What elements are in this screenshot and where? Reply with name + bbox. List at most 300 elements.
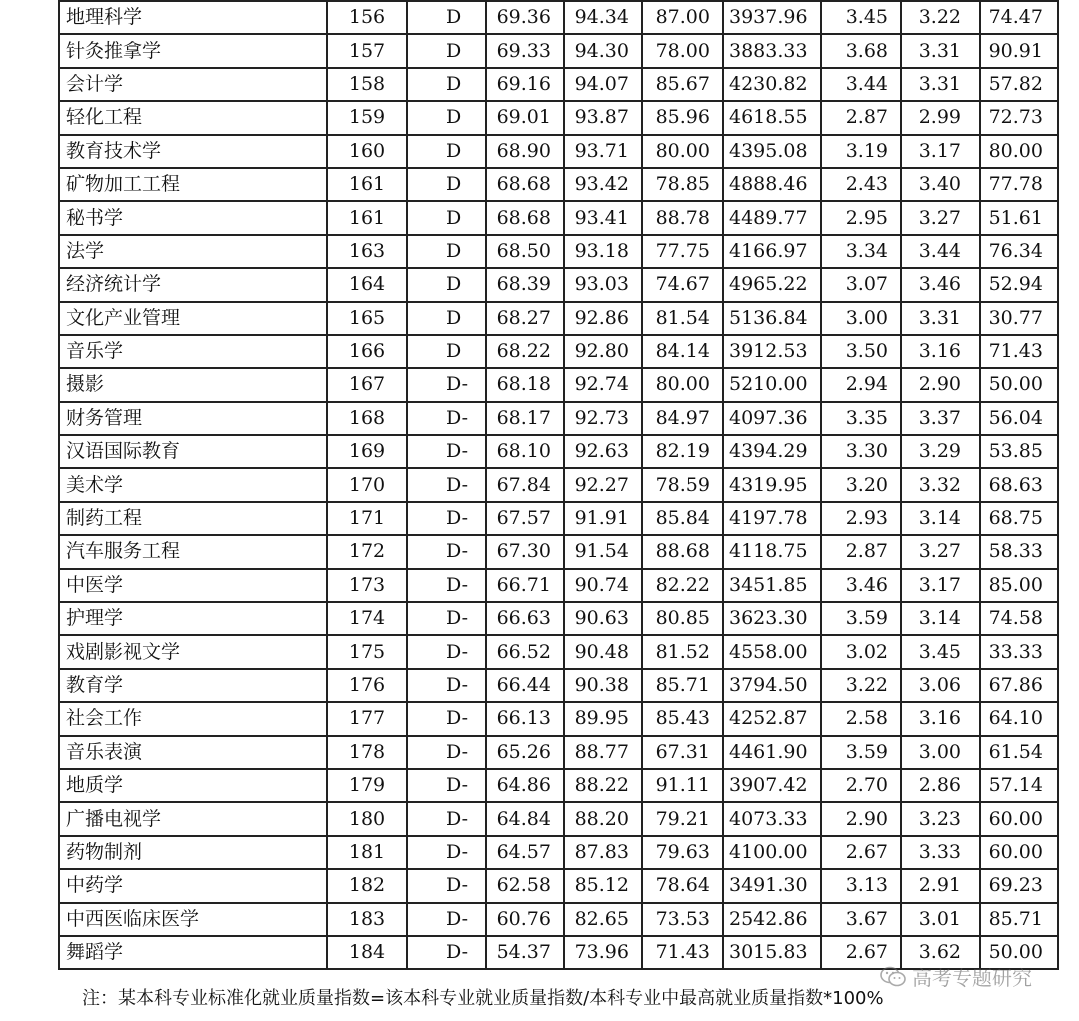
satisfaction-cell: 78.59 xyxy=(642,468,723,501)
salary-cell: 5210.00 xyxy=(723,368,821,401)
satisfaction-cell: 80.00 xyxy=(642,368,723,401)
rating-a-cell: 3.20 xyxy=(821,468,901,501)
rating-b-cell: 2.86 xyxy=(901,769,980,802)
rating-b-cell: 3.22 xyxy=(901,1,980,34)
standardized-index-cell: 93.42 xyxy=(564,168,642,201)
score-cell: 66.44 xyxy=(486,669,564,702)
standardized-index-cell: 94.34 xyxy=(564,1,642,34)
standardized-index-cell: 88.20 xyxy=(564,802,642,835)
rating-b-cell: 3.40 xyxy=(901,168,980,201)
major-name-cell: 秘书学 xyxy=(59,201,327,234)
grade-cell: D- xyxy=(407,635,486,668)
score-cell: 65.26 xyxy=(486,736,564,769)
major-name-cell: 会计学 xyxy=(59,68,327,101)
satisfaction-cell: 81.54 xyxy=(642,302,723,335)
rating-a-cell: 3.19 xyxy=(821,135,901,168)
rating-a-cell: 3.34 xyxy=(821,235,901,268)
watermark xyxy=(880,962,1032,991)
salary-cell: 4618.55 xyxy=(723,101,821,134)
major-name-cell: 中西医临床医学 xyxy=(59,903,327,936)
table-row xyxy=(59,235,1058,268)
standardized-index-cell: 82.65 xyxy=(564,903,642,936)
salary-cell: 3912.53 xyxy=(723,335,821,368)
grade-cell: D xyxy=(407,68,486,101)
standardized-index-cell: 92.80 xyxy=(564,335,642,368)
rating-a-cell: 2.43 xyxy=(821,168,901,201)
score-cell: 60.76 xyxy=(486,903,564,936)
salary-cell: 3623.30 xyxy=(723,602,821,635)
satisfaction-cell: 85.43 xyxy=(642,702,723,735)
major-name-cell: 地质学 xyxy=(59,769,327,802)
footnote: 注：某本科专业标准化就业质量指数=该本科专业就业质量指数/本科专业中最高就业质量指数*100% xyxy=(82,988,884,1009)
salary-cell: 4888.46 xyxy=(723,168,821,201)
percentage-cell: 33.33 xyxy=(980,635,1058,668)
salary-cell: 4197.78 xyxy=(723,502,821,535)
satisfaction-cell: 85.96 xyxy=(642,101,723,134)
satisfaction-cell: 71.43 xyxy=(642,936,723,969)
salary-cell: 4166.97 xyxy=(723,235,821,268)
rank-cell: 165 xyxy=(327,302,407,335)
standardized-index-cell: 87.83 xyxy=(564,836,642,869)
score-cell: 62.58 xyxy=(486,869,564,902)
table-row xyxy=(59,602,1058,635)
rating-b-cell: 3.33 xyxy=(901,836,980,869)
major-name-cell: 针灸推拿学 xyxy=(59,34,327,67)
rating-b-cell: 3.27 xyxy=(901,535,980,568)
rank-cell: 167 xyxy=(327,368,407,401)
satisfaction-cell: 88.78 xyxy=(642,201,723,234)
salary-cell: 4394.29 xyxy=(723,435,821,468)
score-cell: 66.52 xyxy=(486,635,564,668)
rating-a-cell: 2.70 xyxy=(821,769,901,802)
rating-b-cell: 3.29 xyxy=(901,435,980,468)
table-row xyxy=(59,201,1058,234)
rating-a-cell: 2.67 xyxy=(821,936,901,969)
percentage-cell: 60.00 xyxy=(980,802,1058,835)
rank-cell: 160 xyxy=(327,135,407,168)
salary-cell: 4073.33 xyxy=(723,802,821,835)
percentage-cell: 60.00 xyxy=(980,836,1058,869)
salary-cell: 3907.42 xyxy=(723,769,821,802)
rating-a-cell: 3.13 xyxy=(821,869,901,902)
rating-b-cell: 3.37 xyxy=(901,402,980,435)
score-cell: 54.37 xyxy=(486,936,564,969)
grade-cell: D- xyxy=(407,836,486,869)
rating-a-cell: 3.00 xyxy=(821,302,901,335)
rating-b-cell: 3.32 xyxy=(901,468,980,501)
table-row xyxy=(59,135,1058,168)
grade-cell: D- xyxy=(407,502,486,535)
percentage-cell: 30.77 xyxy=(980,302,1058,335)
salary-cell: 2542.86 xyxy=(723,903,821,936)
satisfaction-cell: 80.85 xyxy=(642,602,723,635)
rating-a-cell: 2.95 xyxy=(821,201,901,234)
percentage-cell: 56.04 xyxy=(980,402,1058,435)
grade-cell: D- xyxy=(407,903,486,936)
rank-cell: 169 xyxy=(327,435,407,468)
score-cell: 68.10 xyxy=(486,435,564,468)
satisfaction-cell: 84.14 xyxy=(642,335,723,368)
rating-b-cell: 3.17 xyxy=(901,135,980,168)
major-name-cell: 教育技术学 xyxy=(59,135,327,168)
major-name-cell: 汽车服务工程 xyxy=(59,535,327,568)
grade-cell: D xyxy=(407,268,486,301)
grade-cell: D- xyxy=(407,435,486,468)
score-cell: 69.36 xyxy=(486,1,564,34)
salary-cell: 4252.87 xyxy=(723,702,821,735)
grade-cell: D- xyxy=(407,402,486,435)
major-name-cell: 财务管理 xyxy=(59,402,327,435)
grade-cell: D xyxy=(407,34,486,67)
rating-b-cell: 3.31 xyxy=(901,34,980,67)
percentage-cell: 85.71 xyxy=(980,903,1058,936)
major-name-cell: 教育学 xyxy=(59,669,327,702)
table-row xyxy=(59,802,1058,835)
grade-cell: D xyxy=(407,235,486,268)
score-cell: 67.30 xyxy=(486,535,564,568)
salary-cell: 4319.95 xyxy=(723,468,821,501)
table-row xyxy=(59,769,1058,802)
salary-cell: 4097.36 xyxy=(723,402,821,435)
rating-a-cell: 2.90 xyxy=(821,802,901,835)
rating-b-cell: 2.91 xyxy=(901,869,980,902)
score-cell: 68.39 xyxy=(486,268,564,301)
score-cell: 69.01 xyxy=(486,101,564,134)
salary-cell: 3491.30 xyxy=(723,869,821,902)
major-name-cell: 中药学 xyxy=(59,869,327,902)
table-row xyxy=(59,903,1058,936)
percentage-cell: 90.91 xyxy=(980,34,1058,67)
standardized-index-cell: 92.63 xyxy=(564,435,642,468)
watermark-text: 高考专题研究 xyxy=(912,966,1032,990)
satisfaction-cell: 74.67 xyxy=(642,268,723,301)
percentage-cell: 58.33 xyxy=(980,535,1058,568)
standardized-index-cell: 73.96 xyxy=(564,936,642,969)
rating-a-cell: 2.94 xyxy=(821,368,901,401)
rating-b-cell: 3.14 xyxy=(901,502,980,535)
grade-cell: D xyxy=(407,302,486,335)
rank-cell: 170 xyxy=(327,468,407,501)
major-name-cell: 法学 xyxy=(59,235,327,268)
percentage-cell: 85.00 xyxy=(980,569,1058,602)
salary-cell: 4230.82 xyxy=(723,68,821,101)
grade-cell: D- xyxy=(407,769,486,802)
salary-cell: 4965.22 xyxy=(723,268,821,301)
satisfaction-cell: 87.00 xyxy=(642,1,723,34)
satisfaction-cell: 78.64 xyxy=(642,869,723,902)
rank-cell: 183 xyxy=(327,903,407,936)
rank-cell: 157 xyxy=(327,34,407,67)
rank-cell: 159 xyxy=(327,101,407,134)
major-name-cell: 矿物加工工程 xyxy=(59,168,327,201)
rating-b-cell: 3.31 xyxy=(901,302,980,335)
salary-cell: 4461.90 xyxy=(723,736,821,769)
rating-a-cell: 2.93 xyxy=(821,502,901,535)
table-row xyxy=(59,836,1058,869)
percentage-cell: 72.73 xyxy=(980,101,1058,134)
score-cell: 68.68 xyxy=(486,168,564,201)
rating-a-cell: 2.67 xyxy=(821,836,901,869)
satisfaction-cell: 80.00 xyxy=(642,135,723,168)
standardized-index-cell: 88.77 xyxy=(564,736,642,769)
rating-a-cell: 2.58 xyxy=(821,702,901,735)
grade-cell: D- xyxy=(407,869,486,902)
rating-a-cell: 2.87 xyxy=(821,101,901,134)
major-name-cell: 中医学 xyxy=(59,569,327,602)
score-cell: 68.50 xyxy=(486,235,564,268)
major-ranking-table xyxy=(58,0,1059,970)
standardized-index-cell: 88.22 xyxy=(564,769,642,802)
standardized-index-cell: 89.95 xyxy=(564,702,642,735)
salary-cell: 3451.85 xyxy=(723,569,821,602)
salary-cell: 4100.00 xyxy=(723,836,821,869)
grade-cell: D- xyxy=(407,535,486,568)
standardized-index-cell: 93.41 xyxy=(564,201,642,234)
rating-b-cell: 3.14 xyxy=(901,602,980,635)
satisfaction-cell: 67.31 xyxy=(642,736,723,769)
rating-b-cell: 3.00 xyxy=(901,736,980,769)
major-name-cell: 美术学 xyxy=(59,468,327,501)
wechat-icon xyxy=(880,966,906,988)
standardized-index-cell: 90.38 xyxy=(564,669,642,702)
rating-a-cell: 3.35 xyxy=(821,402,901,435)
major-name-cell: 舞蹈学 xyxy=(59,936,327,969)
percentage-cell: 69.23 xyxy=(980,869,1058,902)
score-cell: 68.90 xyxy=(486,135,564,168)
grade-cell: D- xyxy=(407,602,486,635)
rating-a-cell: 3.46 xyxy=(821,569,901,602)
rank-cell: 182 xyxy=(327,869,407,902)
score-cell: 66.71 xyxy=(486,569,564,602)
rating-a-cell: 3.22 xyxy=(821,669,901,702)
percentage-cell: 77.78 xyxy=(980,168,1058,201)
standardized-index-cell: 94.07 xyxy=(564,68,642,101)
rank-cell: 174 xyxy=(327,602,407,635)
score-cell: 66.63 xyxy=(486,602,564,635)
standardized-index-cell: 94.30 xyxy=(564,34,642,67)
rank-cell: 176 xyxy=(327,669,407,702)
score-cell: 66.13 xyxy=(486,702,564,735)
salary-cell: 4489.77 xyxy=(723,201,821,234)
grade-cell: D- xyxy=(407,936,486,969)
score-cell: 68.27 xyxy=(486,302,564,335)
rating-a-cell: 3.67 xyxy=(821,903,901,936)
table-row xyxy=(59,268,1058,301)
grade-cell: D- xyxy=(407,669,486,702)
satisfaction-cell: 85.84 xyxy=(642,502,723,535)
rating-a-cell: 3.44 xyxy=(821,68,901,101)
score-cell: 68.18 xyxy=(486,368,564,401)
grade-cell: D xyxy=(407,101,486,134)
satisfaction-cell: 91.11 xyxy=(642,769,723,802)
satisfaction-cell: 78.00 xyxy=(642,34,723,67)
score-cell: 67.84 xyxy=(486,468,564,501)
major-name-cell: 摄影 xyxy=(59,368,327,401)
standardized-index-cell: 90.74 xyxy=(564,569,642,602)
rank-cell: 168 xyxy=(327,402,407,435)
standardized-index-cell: 93.71 xyxy=(564,135,642,168)
grade-cell: D xyxy=(407,135,486,168)
rating-a-cell: 3.45 xyxy=(821,1,901,34)
percentage-cell: 61.54 xyxy=(980,736,1058,769)
standardized-index-cell: 92.86 xyxy=(564,302,642,335)
percentage-cell: 53.85 xyxy=(980,435,1058,468)
standardized-index-cell: 92.74 xyxy=(564,368,642,401)
rank-cell: 180 xyxy=(327,802,407,835)
satisfaction-cell: 84.97 xyxy=(642,402,723,435)
rank-cell: 175 xyxy=(327,635,407,668)
major-name-cell: 轻化工程 xyxy=(59,101,327,134)
percentage-cell: 71.43 xyxy=(980,335,1058,368)
salary-cell: 4395.08 xyxy=(723,135,821,168)
table-row xyxy=(59,402,1058,435)
score-cell: 68.68 xyxy=(486,201,564,234)
standardized-index-cell: 91.54 xyxy=(564,535,642,568)
table-row xyxy=(59,569,1058,602)
grade-cell: D- xyxy=(407,736,486,769)
grade-cell: D xyxy=(407,1,486,34)
table-row xyxy=(59,34,1058,67)
rating-a-cell: 3.07 xyxy=(821,268,901,301)
rank-cell: 177 xyxy=(327,702,407,735)
table-row xyxy=(59,635,1058,668)
standardized-index-cell: 93.18 xyxy=(564,235,642,268)
satisfaction-cell: 82.22 xyxy=(642,569,723,602)
major-name-cell: 经济统计学 xyxy=(59,268,327,301)
rank-cell: 163 xyxy=(327,235,407,268)
rating-a-cell: 3.59 xyxy=(821,602,901,635)
rank-cell: 166 xyxy=(327,335,407,368)
rating-b-cell: 3.06 xyxy=(901,669,980,702)
grade-cell: D- xyxy=(407,368,486,401)
rating-b-cell: 2.99 xyxy=(901,101,980,134)
table-row xyxy=(59,669,1058,702)
rating-b-cell: 3.31 xyxy=(901,68,980,101)
data-table-container xyxy=(58,0,1059,970)
grade-cell: D xyxy=(407,168,486,201)
rating-a-cell: 2.87 xyxy=(821,535,901,568)
major-name-cell: 广播电视学 xyxy=(59,802,327,835)
rating-a-cell: 3.02 xyxy=(821,635,901,668)
rating-b-cell: 3.01 xyxy=(901,903,980,936)
satisfaction-cell: 79.63 xyxy=(642,836,723,869)
table-row xyxy=(59,435,1058,468)
major-name-cell: 护理学 xyxy=(59,602,327,635)
rating-a-cell: 3.68 xyxy=(821,34,901,67)
satisfaction-cell: 73.53 xyxy=(642,903,723,936)
rating-a-cell: 3.30 xyxy=(821,435,901,468)
satisfaction-cell: 77.75 xyxy=(642,235,723,268)
score-cell: 68.22 xyxy=(486,335,564,368)
table-row xyxy=(59,101,1058,134)
table-row xyxy=(59,702,1058,735)
rating-b-cell: 3.17 xyxy=(901,569,980,602)
rating-b-cell: 2.90 xyxy=(901,368,980,401)
percentage-cell: 80.00 xyxy=(980,135,1058,168)
percentage-cell: 50.00 xyxy=(980,368,1058,401)
table-row xyxy=(59,335,1058,368)
rank-cell: 161 xyxy=(327,168,407,201)
rank-cell: 164 xyxy=(327,268,407,301)
percentage-cell: 74.47 xyxy=(980,1,1058,34)
rank-cell: 173 xyxy=(327,569,407,602)
percentage-cell: 57.82 xyxy=(980,68,1058,101)
rank-cell: 158 xyxy=(327,68,407,101)
satisfaction-cell: 78.85 xyxy=(642,168,723,201)
rating-b-cell: 3.23 xyxy=(901,802,980,835)
satisfaction-cell: 85.71 xyxy=(642,669,723,702)
rating-b-cell: 3.27 xyxy=(901,201,980,234)
salary-cell: 3794.50 xyxy=(723,669,821,702)
percentage-cell: 68.63 xyxy=(980,468,1058,501)
salary-cell: 3883.33 xyxy=(723,34,821,67)
major-name-cell: 药物制剂 xyxy=(59,836,327,869)
score-cell: 68.17 xyxy=(486,402,564,435)
table-row xyxy=(59,502,1058,535)
table-row xyxy=(59,535,1058,568)
standardized-index-cell: 90.63 xyxy=(564,602,642,635)
rank-cell: 179 xyxy=(327,769,407,802)
table-body xyxy=(59,1,1058,969)
standardized-index-cell: 92.27 xyxy=(564,468,642,501)
rating-b-cell: 3.45 xyxy=(901,635,980,668)
grade-cell: D- xyxy=(407,468,486,501)
standardized-index-cell: 93.87 xyxy=(564,101,642,134)
grade-cell: D xyxy=(407,335,486,368)
table-row xyxy=(59,302,1058,335)
grade-cell: D- xyxy=(407,569,486,602)
percentage-cell: 76.34 xyxy=(980,235,1058,268)
major-name-cell: 地理科学 xyxy=(59,1,327,34)
rating-a-cell: 3.50 xyxy=(821,335,901,368)
major-name-cell: 社会工作 xyxy=(59,702,327,735)
rank-cell: 178 xyxy=(327,736,407,769)
rating-a-cell: 3.59 xyxy=(821,736,901,769)
rating-b-cell: 3.16 xyxy=(901,702,980,735)
grade-cell: D- xyxy=(407,802,486,835)
standardized-index-cell: 91.91 xyxy=(564,502,642,535)
standardized-index-cell: 90.48 xyxy=(564,635,642,668)
score-cell: 69.33 xyxy=(486,34,564,67)
table-row xyxy=(59,68,1058,101)
satisfaction-cell: 82.19 xyxy=(642,435,723,468)
rank-cell: 156 xyxy=(327,1,407,34)
table-row xyxy=(59,368,1058,401)
rating-b-cell: 3.44 xyxy=(901,235,980,268)
percentage-cell: 50.00 xyxy=(980,936,1058,969)
major-name-cell: 戏剧影视文学 xyxy=(59,635,327,668)
table-row xyxy=(59,736,1058,769)
rank-cell: 184 xyxy=(327,936,407,969)
standardized-index-cell: 92.73 xyxy=(564,402,642,435)
table-row xyxy=(59,468,1058,501)
satisfaction-cell: 85.67 xyxy=(642,68,723,101)
major-name-cell: 文化产业管理 xyxy=(59,302,327,335)
percentage-cell: 57.14 xyxy=(980,769,1058,802)
rank-cell: 161 xyxy=(327,201,407,234)
standardized-index-cell: 85.12 xyxy=(564,869,642,902)
percentage-cell: 51.61 xyxy=(980,201,1058,234)
grade-cell: D xyxy=(407,201,486,234)
salary-cell: 4118.75 xyxy=(723,535,821,568)
percentage-cell: 52.94 xyxy=(980,268,1058,301)
salary-cell: 3015.83 xyxy=(723,936,821,969)
salary-cell: 3937.96 xyxy=(723,1,821,34)
score-cell: 64.57 xyxy=(486,836,564,869)
major-name-cell: 音乐学 xyxy=(59,335,327,368)
salary-cell: 5136.84 xyxy=(723,302,821,335)
score-cell: 64.84 xyxy=(486,802,564,835)
